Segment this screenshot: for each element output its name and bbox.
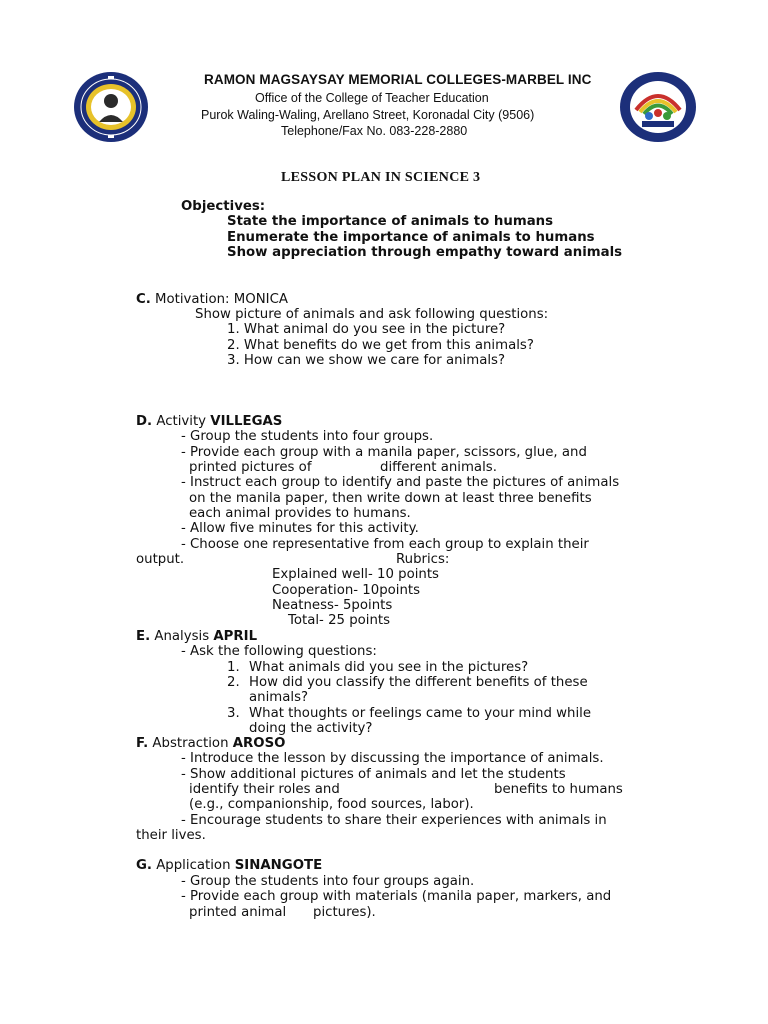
analysis-number: 2. (227, 675, 240, 690)
abstraction-line: identify their roles and (189, 782, 340, 797)
institution-name: RAMON MAGSAYSAY MEMORIAL COLLEGES-MARBEL INC (204, 72, 592, 87)
section-letter: G. (136, 858, 152, 873)
application-line: - Provide each group with materials (manila paper, markers, and (181, 889, 612, 904)
section-abstraction-heading (136, 736, 285, 751)
section-label: Motivation: MONICA (155, 292, 288, 307)
analysis-question: How did you classify the different benefits of these (249, 675, 588, 690)
rubric-item: Explained well- 10 points (272, 567, 439, 582)
activity-line: - Group the students into four groups. (181, 429, 434, 444)
activity-line: - Allow five minutes for this activity. (181, 521, 419, 536)
activity-line: printed pictures of (189, 460, 312, 475)
rubric-total: Total- 25 points (288, 613, 391, 628)
office-name: Office of the College of Teacher Education (255, 91, 489, 105)
abstraction-line: (e.g., companionship, food sources, labor). (189, 797, 474, 812)
college-seal-logo (72, 70, 150, 144)
application-line: printed animal (189, 905, 287, 920)
motivation-question: 1. What animal do you see in the picture? (227, 322, 506, 337)
activity-line: - Provide each group with a manila paper, scissors, glue, and (181, 445, 587, 460)
presenter-name: APRIL (213, 629, 258, 644)
analysis-question: What animals did you see in the pictures? (249, 660, 529, 675)
section-letter: F. (136, 736, 149, 751)
presenter-name: VILLEGAS (210, 414, 283, 429)
abstraction-line: - Introduce the lesson by discussing the importance of animals. (181, 751, 604, 766)
activity-line: each animal provides to humans. (189, 506, 411, 521)
analysis-number: 1. (227, 660, 240, 675)
abstraction-line: their lives. (136, 828, 206, 843)
objective-item: Show appreciation through empathy toward animals (227, 245, 623, 260)
abstraction-line: - Encourage students to share their experiences with animals in (181, 813, 607, 828)
section-label: Application (156, 858, 235, 873)
motivation-intro: Show picture of animals and ask following questions: (195, 307, 549, 322)
analysis-question: What thoughts or feelings came to your mind while (249, 706, 592, 721)
section-label: Abstraction (152, 736, 233, 751)
section-letter: D. (136, 414, 153, 429)
section-letter: C. (136, 292, 151, 307)
section-analysis-heading (136, 629, 257, 644)
objectives-heading: Objectives: (181, 199, 266, 214)
activity-line: on the manila paper, then write down at least three benefits (189, 491, 592, 506)
abstraction-line: benefits to humans (494, 782, 623, 797)
analysis-question: doing the activity? (249, 721, 373, 736)
teacher-education-seal-logo (618, 70, 698, 144)
rubric-item: Neatness- 5points (272, 598, 393, 613)
page-title: LESSON PLAN IN SCIENCE 3 (281, 170, 481, 185)
section-application-heading (136, 858, 322, 873)
analysis-intro: - Ask the following questions: (181, 644, 377, 659)
rubrics-label: Rubrics: (396, 552, 450, 567)
phone-line: Telephone/Fax No. 083-228-2880 (281, 124, 468, 138)
activity-line: different animals. (380, 460, 497, 475)
activity-line: - Choose one representative from each group to explain their (181, 537, 589, 552)
application-line: pictures). (313, 905, 376, 920)
section-letter: E. (136, 629, 151, 644)
section-label: Analysis (154, 629, 214, 644)
address-line: Purok Waling-Waling, Arellano Street, Koronadal City (9506) (201, 108, 535, 122)
rubric-item: Cooperation- 10points (272, 583, 421, 598)
section-motivation-heading (136, 292, 288, 307)
section-activity-heading (136, 414, 282, 429)
motivation-question: 2. What benefits do we get from this animals? (227, 338, 534, 353)
motivation-question: 3. How can we show we care for animals? (227, 353, 506, 368)
analysis-question: animals? (249, 690, 309, 705)
activity-line: output. (136, 552, 185, 567)
objective-item: State the importance of animals to humans (227, 214, 554, 229)
presenter-name: SINANGOTE (234, 858, 323, 873)
abstraction-line: - Show additional pictures of animals and let the students (181, 767, 566, 782)
section-label: Activity (156, 414, 211, 429)
presenter-name: AROSO (232, 736, 286, 751)
application-line: - Group the students into four groups again. (181, 874, 475, 889)
analysis-number: 3. (227, 706, 240, 721)
activity-line: - Instruct each group to identify and paste the pictures of animals (181, 475, 620, 490)
objective-item: Enumerate the importance of animals to humans (227, 230, 595, 245)
